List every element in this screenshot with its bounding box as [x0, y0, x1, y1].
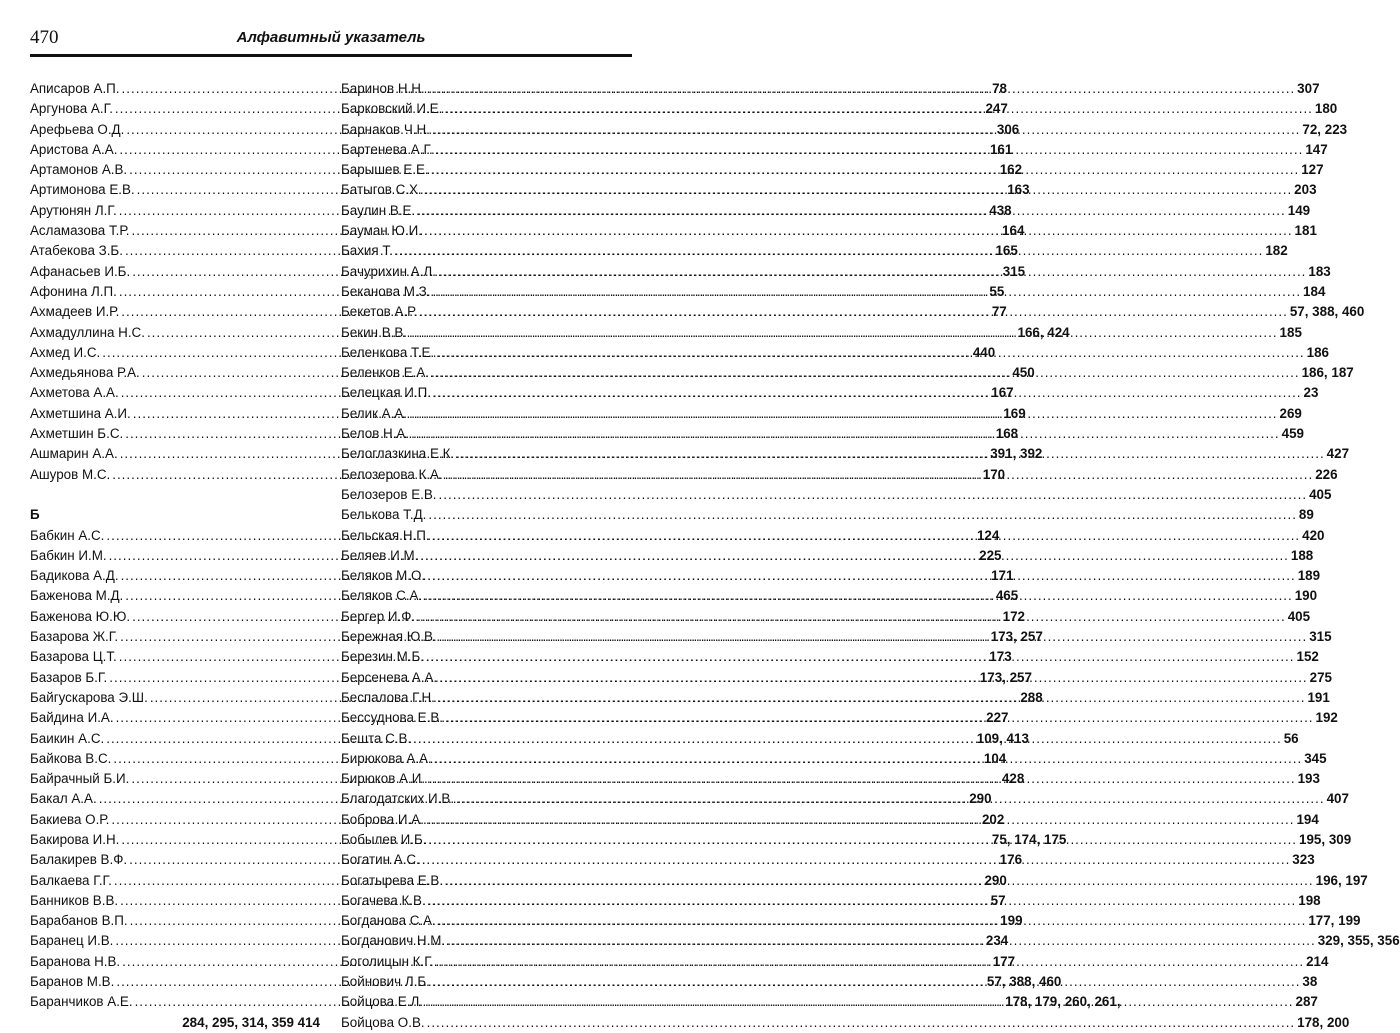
- entry-pages: 147: [1305, 141, 1328, 157]
- entry-pages: 329, 355, 356: [1317, 933, 1400, 949]
- entry-name: Богатырева Е.В.: [341, 872, 444, 888]
- entry-pages: 89: [1298, 507, 1314, 523]
- entry-name: Балкаева Г.Г.: [30, 872, 112, 888]
- dot-leader: [432, 120, 1301, 140]
- dot-leader: [428, 891, 1297, 911]
- entry-pages: 186: [1306, 344, 1329, 360]
- dot-leader: [422, 850, 1291, 870]
- entry-pages: 172: [1002, 608, 1025, 624]
- dot-leader: [425, 992, 1294, 1012]
- index-entry: [341, 911, 1361, 931]
- dot-leader: [445, 708, 1314, 728]
- entry-name: Богданова С.А.: [341, 913, 436, 929]
- entry-name: Богатин А.С.: [341, 852, 420, 868]
- section-gap: [30, 485, 320, 505]
- entry-name: Берсенева А.А.: [341, 669, 438, 685]
- entry-name: Бессуднова Е.В.: [341, 710, 443, 726]
- dot-leader: [424, 221, 1293, 241]
- entry-pages: 178, 200: [1297, 1014, 1350, 1030]
- dot-leader: [395, 241, 1264, 261]
- entry-name: Баранов М.В.: [30, 974, 115, 990]
- dot-leader: [426, 810, 1295, 830]
- dot-leader: [435, 140, 1304, 160]
- entry-name: Баранчиков А.Е.: [30, 994, 133, 1010]
- entry-pages: 171: [991, 568, 1014, 584]
- entry-name: Бергер И.Ф.: [341, 608, 416, 624]
- entry-name: Аргунова А.Г.: [30, 101, 113, 117]
- entry-name: Белозерова К.А.: [341, 466, 443, 482]
- dot-leader: [428, 505, 1297, 525]
- entry-name: Барковский И.Е.: [341, 101, 443, 117]
- dot-leader: [438, 262, 1307, 282]
- entry-pages: 195, 309: [1299, 831, 1352, 847]
- dot-leader: [417, 607, 1286, 627]
- entry-pages: 57: [990, 892, 1006, 908]
- entry-name: Бобылев И.Б.: [341, 831, 427, 847]
- entry-pages: 193: [1297, 771, 1320, 787]
- entry-name: Асламазова Т.Р.: [30, 223, 130, 239]
- entry-name: Базаров Б.Г.: [30, 669, 108, 685]
- entry-name: Бешта С.В.: [341, 730, 412, 746]
- entry-pages: 38: [1302, 974, 1318, 990]
- entry-pages: 78: [992, 81, 1007, 96]
- entry-pages: 199: [1000, 913, 1023, 929]
- entry-name: Бойцова О.В.: [341, 1014, 425, 1030]
- dot-leader: [439, 485, 1308, 505]
- entry-pages: 57, 388, 460: [986, 974, 1062, 990]
- entry-name: Ашуров М.С.: [30, 466, 111, 482]
- entry-name: Беканова М.З.: [341, 283, 431, 299]
- entry-pages: 427: [1326, 446, 1350, 462]
- entry-name: Беспалова Г.Н.: [341, 689, 435, 705]
- entry-pages: 227: [986, 710, 1009, 726]
- entry-name: Баженова М.Д.: [30, 588, 124, 604]
- dot-leader: [417, 201, 1286, 221]
- running-title: Алфавитный указатель: [236, 29, 426, 46]
- entry-pages: 161: [989, 141, 1013, 157]
- entry-pages: 176: [999, 852, 1023, 868]
- entry-pages: 168: [995, 426, 1019, 442]
- dot-leader: [426, 647, 1295, 667]
- entry-pages: 77: [991, 304, 1007, 320]
- entry-pages: 57, 388, 460: [1289, 304, 1365, 320]
- entry-pages: 166, 424: [1017, 324, 1070, 340]
- entry-pages: 315: [1309, 629, 1332, 645]
- entry-pages: 275: [1309, 669, 1332, 685]
- entry-name: Бекин В.В.: [341, 324, 407, 340]
- entry-pages: 269: [1279, 405, 1302, 421]
- entry-pages: 55: [989, 283, 1005, 299]
- entry-name: Ахмед И.С.: [30, 344, 101, 360]
- entry-name: Бойнович Л.Б.: [341, 974, 430, 990]
- entry-pages: 178, 179, 260, 261,: [1005, 994, 1121, 1010]
- dot-leader: [445, 871, 1314, 891]
- entry-name: Балакирев В.Ф.: [30, 852, 128, 868]
- entry-pages: 307: [1297, 81, 1320, 96]
- entry-name: Бачурихин А.Л.: [341, 263, 436, 279]
- entry-name: Благодатских И.В.: [341, 791, 455, 807]
- entry-name: Бадикова А.Д.: [30, 568, 119, 584]
- entry-pages: 152: [1296, 649, 1319, 665]
- entry-name: Байгускарова Э.Ш.: [30, 689, 148, 705]
- entry-pages: 226: [1315, 466, 1338, 482]
- entry-name: Арутюнян Л.Г.: [30, 202, 117, 218]
- dot-leader: [419, 302, 1288, 322]
- entry-name: Баранова Н.В.: [30, 953, 121, 969]
- dot-leader: [431, 363, 1300, 383]
- dot-leader: [427, 566, 1296, 586]
- dot-leader: [456, 444, 1325, 464]
- entry-pages: 420: [1302, 527, 1325, 543]
- entry-name: Бауман Ю.И.: [341, 223, 422, 239]
- entry-pages: 225: [979, 547, 1002, 563]
- dot-leader: [411, 424, 1280, 444]
- entry-name: Афонина Л.П.: [30, 283, 117, 299]
- entry-name: Белозеров Е.В.: [341, 486, 437, 502]
- dot-leader: [438, 911, 1307, 931]
- entry-name: Атабекова З.Б.: [30, 243, 123, 259]
- entry-name: Белов Н.А.: [341, 426, 410, 442]
- entry-pages: 165: [995, 243, 1018, 259]
- dot-leader: [424, 180, 1293, 200]
- entry-name: Бирюкова А.А.: [341, 750, 432, 766]
- dot-leader: [439, 668, 1308, 688]
- entry-pages: 391, 392: [990, 446, 1043, 462]
- dot-leader: [436, 343, 1305, 363]
- dot-leader: [434, 749, 1303, 769]
- dot-leader: [456, 789, 1325, 809]
- entry-pages: 173, 257: [990, 629, 1043, 645]
- dot-leader: [431, 160, 1300, 180]
- entry-name: Бакирова И.Н.: [30, 831, 120, 847]
- entry-name: Белик А.А.: [341, 405, 407, 421]
- entry-pages: 23: [1303, 385, 1319, 401]
- entry-name: Ахметшин Б.С.: [30, 426, 124, 442]
- page-number: 470: [30, 27, 59, 48]
- entry-pages: 162: [999, 162, 1023, 178]
- entry-name: Бекетов А.Р.: [341, 304, 418, 320]
- entry-name: Бартенева А.Г.: [341, 141, 433, 157]
- entry-pages: 288: [1020, 689, 1043, 705]
- index-entry: [341, 1013, 1350, 1033]
- entry-name: Батыгов С.Х.: [341, 182, 422, 198]
- entry-name: Баженова Ю.Ю.: [30, 608, 131, 624]
- entry-pages: 104: [983, 750, 1007, 766]
- entry-pages: 180: [1314, 101, 1338, 117]
- entry-pages: 465: [995, 588, 1019, 604]
- entry-name: Богданович Н.М.: [341, 933, 446, 949]
- entry-pages: 169: [1003, 405, 1026, 421]
- entry-pages: 127: [1301, 162, 1324, 178]
- dot-leader: [437, 688, 1306, 708]
- entry-pages: 345: [1304, 750, 1327, 766]
- entry-pages: 202: [981, 811, 1005, 827]
- dot-leader: [427, 769, 1296, 789]
- entry-pages: 196, 197: [1315, 872, 1368, 888]
- dot-leader: [427, 1013, 1296, 1033]
- entry-name: Бабкин А.С.: [30, 527, 105, 543]
- entry-pages: 186, 187: [1301, 365, 1354, 381]
- entry-name: Бахия Т.: [341, 243, 393, 259]
- header-rule: [30, 54, 632, 57]
- entry-name: Белоглазкина Е.К.: [341, 446, 455, 462]
- entry-pages: 287: [1295, 994, 1318, 1010]
- entry-pages: 184: [1303, 283, 1326, 299]
- dot-leader: [447, 931, 1316, 951]
- dot-leader: [409, 404, 1278, 424]
- entry-name: Бельская Н.П.: [341, 527, 430, 543]
- entry-pages: 407: [1326, 791, 1349, 807]
- entry-pages: 192: [1315, 710, 1338, 726]
- entry-name: Бойцова Е.Л.: [341, 994, 423, 1010]
- entry-pages: 405: [1287, 608, 1311, 624]
- entry-name: Байдина И.А.: [30, 710, 114, 726]
- entry-name: Богачева К.В.: [341, 892, 426, 908]
- entry-pages: 198: [1298, 892, 1321, 908]
- entry-pages: 109, 413: [976, 730, 1029, 746]
- entry-name: Ахмадеев И.Р.: [30, 304, 120, 320]
- entry-name: Беляев И.М.: [341, 547, 419, 563]
- dot-leader: [433, 383, 1302, 403]
- entry-pages: 191: [1307, 689, 1330, 705]
- entry-pages: 124: [976, 527, 1000, 543]
- entry-pages: 306: [996, 121, 1020, 137]
- entry-pages: 72, 223: [1302, 121, 1348, 137]
- entry-name: Арефьева О.Д.: [30, 121, 125, 137]
- entry-name: Банников В.В.: [30, 892, 119, 908]
- running-header: [30, 25, 632, 59]
- entry-pages: 170: [982, 466, 1006, 482]
- index-entry: [341, 505, 1314, 525]
- index-entry: [341, 485, 1332, 505]
- entry-name: Баранец И.В.: [30, 933, 114, 949]
- entry-pages: 450: [1012, 365, 1035, 381]
- entry-name: Аписаров А.П.: [30, 81, 120, 96]
- entry-name: Ашмарин А.А.: [30, 446, 118, 462]
- entry-name: Базарова Ц.Т.: [30, 649, 117, 665]
- entry-pages: 181: [1294, 223, 1317, 239]
- entry-name: Боброва И.А.: [341, 811, 424, 827]
- entry-name: Базарова Ж.Г.: [30, 629, 119, 645]
- entry-name: Барышев Е.Е.: [341, 162, 429, 178]
- entry-pages: 56: [1283, 730, 1299, 746]
- entry-pages: 438: [989, 202, 1012, 218]
- entry-name: Барнаков Ч.Н.: [341, 121, 430, 137]
- entry-name: Афанасьев И.Б.: [30, 263, 131, 279]
- entry-pages: 440: [972, 344, 996, 360]
- entry-pages: 315: [1002, 263, 1026, 279]
- entry-pages: 163: [1007, 182, 1030, 198]
- entry-name: Березин М.Б.: [341, 649, 424, 665]
- entry-pages: 185: [1279, 324, 1302, 340]
- entry-name: Ахметшина А.И.: [30, 405, 131, 421]
- entry-name: Боголицын К.Г.: [341, 953, 434, 969]
- entry-name: Бакал А.А.: [30, 791, 97, 807]
- entry-pages: 323: [1292, 852, 1315, 868]
- entry-pages: 149: [1287, 202, 1311, 218]
- dot-leader: [409, 323, 1278, 343]
- entry-name: Бирюков А.И.: [341, 771, 426, 787]
- entry-pages: 194: [1296, 811, 1319, 827]
- entry-name: Байкова В.С.: [30, 750, 112, 766]
- entry-name: Ахметова А.А.: [30, 385, 119, 401]
- entry-pages: 167: [991, 385, 1014, 401]
- entry-name: Байрачный Б.И.: [30, 771, 130, 787]
- entry-pages: 428: [1001, 771, 1025, 787]
- entry-name: Баулин В.Е.: [341, 202, 416, 218]
- entry-pages: 173: [989, 649, 1012, 665]
- dot-leader: [424, 586, 1293, 606]
- dot-leader: [433, 282, 1302, 302]
- entry-name: Бабкин И.М.: [30, 547, 107, 563]
- dot-leader: [445, 465, 1314, 485]
- entry-pages: 164: [1002, 223, 1025, 239]
- entry-pages: 203: [1294, 182, 1317, 198]
- entry-name: Артимонова Е.В.: [30, 182, 135, 198]
- entry-name: Барабанов В.П.: [30, 913, 128, 929]
- entry-pages: 190: [1294, 588, 1318, 604]
- entry-pages: 173, 257: [979, 669, 1032, 685]
- entry-pages: 188: [1290, 547, 1314, 563]
- entry-pages: 459: [1281, 426, 1304, 442]
- entry-pages: 290: [984, 872, 1007, 888]
- entry-name: Бакиева О.Р.: [30, 811, 110, 827]
- entry-name: Бережная Ю.В.: [341, 629, 437, 645]
- dot-leader: [428, 830, 1297, 850]
- entry-name: Баикин А.С.: [30, 730, 105, 746]
- entry-name: Артамонов А.В.: [30, 162, 128, 178]
- entry-name: Беленкова Т.Е.: [341, 344, 435, 360]
- dot-leader: [444, 99, 1313, 119]
- section-letter: Б: [30, 507, 40, 523]
- dot-leader: [427, 79, 1296, 99]
- entry-name: Белькова Т.Д.: [341, 507, 427, 523]
- entry-name: Ахмадуллина Н.С.: [30, 324, 145, 340]
- entry-pages: 177: [992, 953, 1016, 969]
- entry-pages: 234: [985, 933, 1009, 949]
- entry-pages: 290: [969, 791, 992, 807]
- entry-pages: 189: [1297, 568, 1321, 584]
- entry-name: Беляков С.А.: [341, 588, 423, 604]
- entry-name: Баринов Н.Н.: [341, 81, 425, 96]
- index-entry-continuation: 284, 295, 314, 359 414: [182, 1014, 320, 1030]
- entry-pages: 214: [1306, 953, 1329, 969]
- entry-pages: 182: [1265, 243, 1288, 259]
- dot-leader: [432, 526, 1301, 546]
- dot-leader: [432, 972, 1301, 992]
- dot-leader: [436, 952, 1305, 972]
- entry-pages: 247: [985, 101, 1008, 117]
- entry-name: Ахмедьянова Р.А.: [30, 365, 140, 381]
- entry-pages: 405: [1309, 486, 1332, 502]
- entry-name: Аристова А.А.: [30, 141, 118, 157]
- entry-pages: 177, 199: [1308, 913, 1361, 929]
- entry-name: Белецкая И.П.: [341, 385, 431, 401]
- entry-pages: 183: [1308, 263, 1331, 279]
- dot-leader: [420, 546, 1289, 566]
- entry-name: Беленков Е.А.: [341, 365, 430, 381]
- dot-leader: [439, 627, 1308, 647]
- entry-pages: 75, 174, 175: [991, 831, 1067, 847]
- dot-leader: [413, 729, 1282, 749]
- entry-name: Беляков М.О.: [341, 568, 426, 584]
